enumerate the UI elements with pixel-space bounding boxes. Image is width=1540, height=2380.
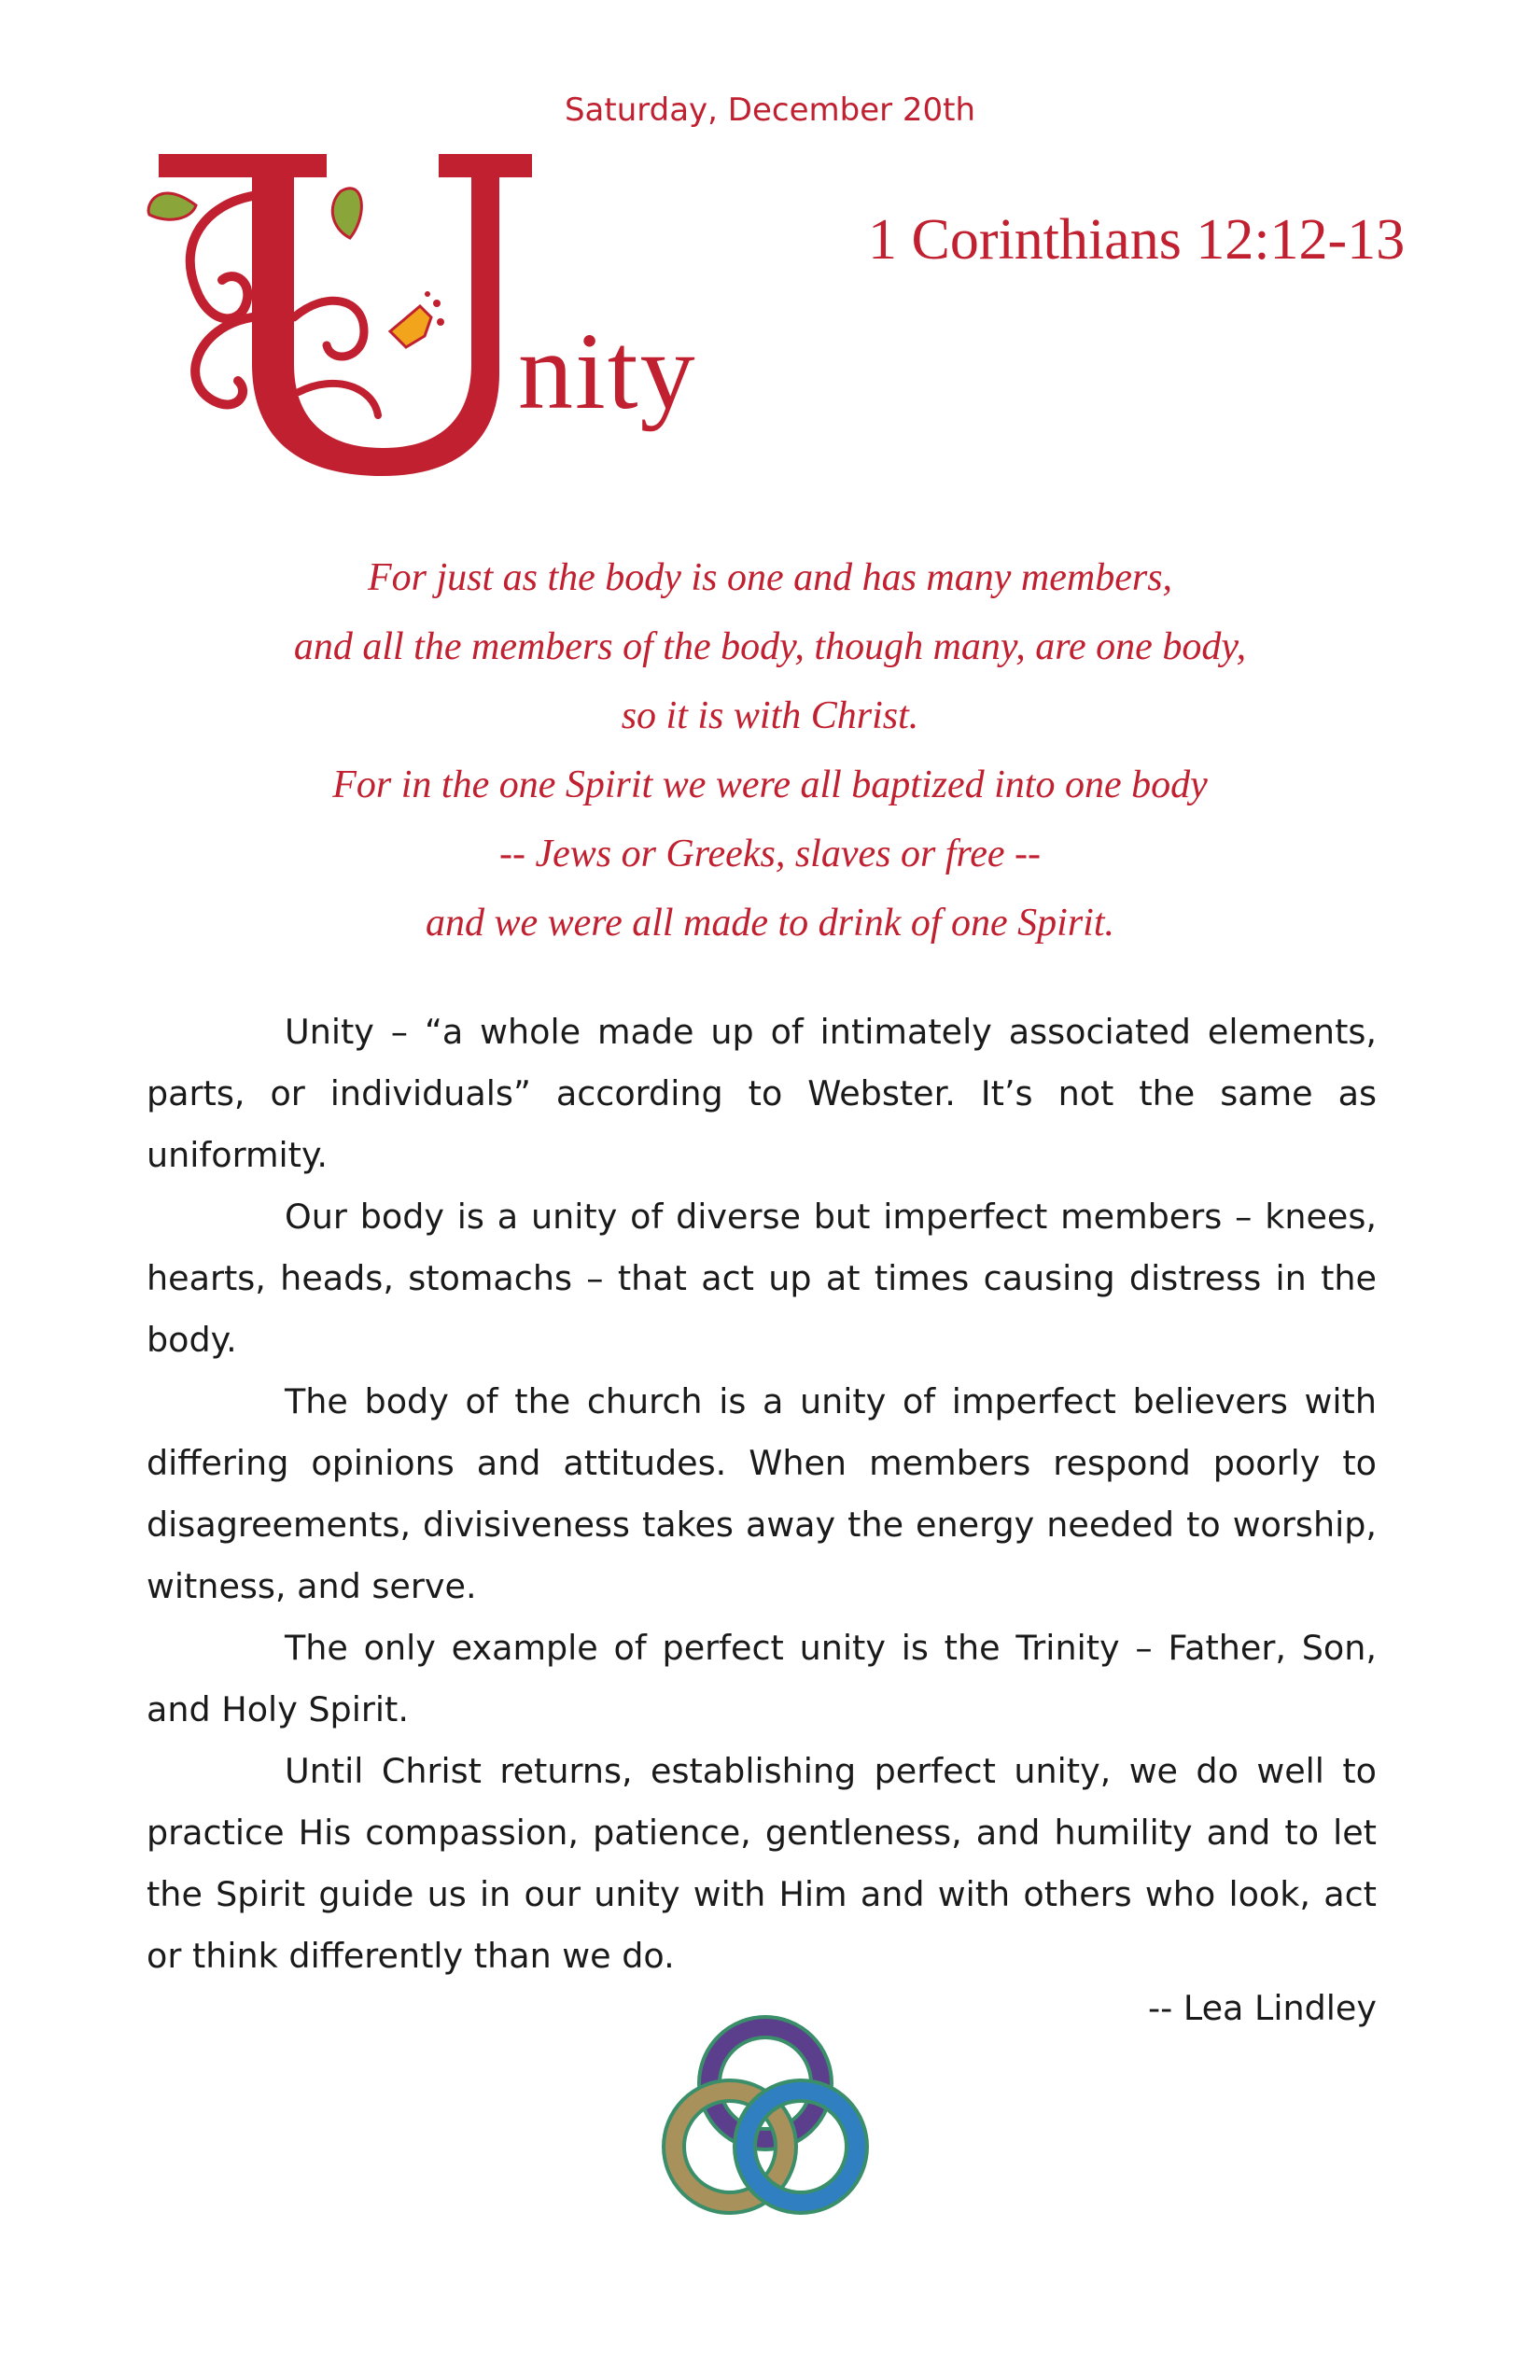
scripture-line: and all the members of the body, though many, are one body, [293,625,1247,668]
body-paragraph: Until Christ returns, establishing perfect unity, we do well to practice His compassion, patience, gentleness, and humility and to let the Spirit guide us in our unity with Him and with others who look, act or think differently than we do. [147,1751,1377,1976]
scripture-line: For in the one Spirit we were all baptized into one body [332,763,1208,806]
body-paragraph: Our body is a unity of diverse but imperfect members – knees, hearts, heads, stomachs – that act up at times causing distress in the body. [147,1197,1377,1360]
page-date: Saturday, December 20th [564,91,976,129]
body-paragraph: Unity – “a whole made up of intimately associated elements, parts, or individuals” according to Webster. It’s not the same as uniformity. [147,1012,1377,1175]
body-paragraph: The body of the church is a unity of imperfect believers with differing opinions and attitudes. When members respond poorly to disagreements, divisiveness takes away the energy needed to worship, witness, and serve. [147,1381,1377,1606]
decorated-initial-u-icon [140,140,532,495]
three-interlocking-rings-icon [653,2007,877,2231]
author-signature: -- Lea Lindley [1147,1988,1377,2028]
body-paragraph: The only example of perfect unity is the Trinity – Father, Son, and Holy Spirit. [147,1628,1377,1729]
scripture-line: -- Jews or Greeks, slaves or free -- [498,833,1042,875]
devotional-body [147,1001,1377,1987]
scripture-quote [0,543,1540,958]
scripture-line: For just as the body is one and has many members, [367,556,1173,599]
title-block [140,140,737,495]
scripture-reference: 1 Corinthians 12:12-13 [868,208,1406,272]
scripture-line: and we were all made to drink of one Spirit. [425,902,1115,945]
scripture-line: so it is with Christ. [621,694,919,737]
page-title: nity [518,310,697,432]
